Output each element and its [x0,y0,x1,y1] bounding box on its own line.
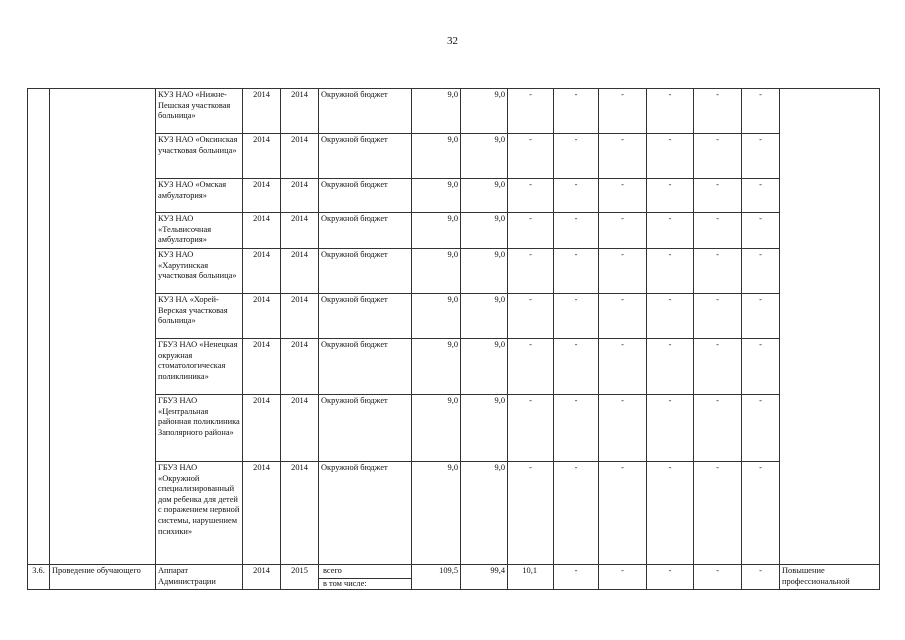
amount-2018-cell: - [647,565,694,590]
total-amount-cell: 9,0 [412,294,461,339]
amount-2018-cell: - [647,339,694,395]
amount-2015-cell: - [508,395,554,462]
amount-2019-cell: - [694,89,742,134]
amount-2016-cell: - [554,213,599,249]
amount-2020-cell: - [742,179,780,213]
amount-2017-cell: - [599,179,647,213]
org-cell: ГБУЗ НАО «Окружной специализированный дом ребенка для детей с поражением нервной системы, нарушением психики» [156,462,243,565]
table-row [28,462,880,565]
start-year-cell: 2014 [243,89,281,134]
program-table [27,88,880,590]
total-amount-cell: 9,0 [412,179,461,213]
result-cell: Повышение профессиональной [780,565,880,590]
amount-2020-cell: - [742,294,780,339]
amount-2016-cell: - [554,249,599,294]
total-amount-cell: 9,0 [412,395,461,462]
table-row [28,565,880,590]
amount-2020-cell: - [742,213,780,249]
org-cell: КУЗ НАО «Нижне-Пешская участковая больница» [156,89,243,134]
funding-source-cell: Окружной бюджет [319,395,412,462]
total-amount-cell: 109,5 [412,565,461,590]
amount-2019-cell: - [694,134,742,179]
funding-source-cell: Окружной бюджет [319,89,412,134]
start-year-cell: 2014 [243,339,281,395]
amount-2016-cell: - [554,395,599,462]
amount-2018-cell: - [647,249,694,294]
amount-2020-cell: - [742,89,780,134]
total-amount-cell: 9,0 [412,339,461,395]
table-row [28,294,880,339]
end-year-cell: 2014 [281,249,319,294]
start-year-cell: 2014 [243,565,281,590]
amount-2015-cell: - [508,134,554,179]
start-year-cell: 2014 [243,395,281,462]
funding-source-cell: Окружной бюджет [319,179,412,213]
amount-2019-cell: - [694,179,742,213]
table-row [28,134,880,179]
end-year-cell: 2014 [281,89,319,134]
org-cell: Аппарат Администрации [156,565,243,590]
org-cell: КУЗ НАО «Тельвисочная амбулатория» [156,213,243,249]
funding-source-cell: Окружной бюджет [319,134,412,179]
amount-2014-cell: 99,4 [461,565,508,590]
amount-2016-cell: - [554,462,599,565]
activity-cell: Проведение обучающего [50,565,156,590]
amount-2019-cell: - [694,294,742,339]
amount-2020-cell: - [742,462,780,565]
amount-2017-cell: - [599,89,647,134]
org-cell: ГБУЗ НАО «Центральная районная поликлиника Заполярного района» [156,395,243,462]
end-year-cell: 2014 [281,213,319,249]
amount-2014-cell: 9,0 [461,179,508,213]
org-cell: КУЗ НА «Хорей-Верская участковая больница» [156,294,243,339]
amount-2015-cell: - [508,249,554,294]
amount-2020-cell: - [742,339,780,395]
amount-2017-cell: - [599,462,647,565]
end-year-cell: 2014 [281,134,319,179]
total-amount-cell: 9,0 [412,89,461,134]
amount-2015-cell: - [508,179,554,213]
amount-2015-cell: 10,1 [508,565,554,590]
amount-2019-cell: - [694,339,742,395]
table-row [28,213,880,249]
amount-2016-cell: - [554,565,599,590]
end-year-cell: 2014 [281,179,319,213]
amount-2017-cell: - [599,213,647,249]
amount-2014-cell: 9,0 [461,89,508,134]
funding-source-cell: Окружной бюджет [319,339,412,395]
item-number-cell: 3.6. [28,565,50,590]
table-row [28,395,880,462]
start-year-cell: 2014 [243,462,281,565]
amount-2016-cell: - [554,179,599,213]
end-year-cell: 2015 [281,565,319,590]
total-amount-cell: 9,0 [412,134,461,179]
amount-2017-cell: - [599,339,647,395]
amount-2014-cell: 9,0 [461,339,508,395]
amount-2014-cell: 9,0 [461,294,508,339]
table-row [28,179,880,213]
amount-2019-cell: - [694,565,742,590]
amount-2015-cell: - [508,213,554,249]
funding-source-cell: Окружной бюджет [319,213,412,249]
amount-2018-cell: - [647,294,694,339]
amount-2016-cell: - [554,89,599,134]
amount-2014-cell: 9,0 [461,134,508,179]
amount-2016-cell: - [554,339,599,395]
org-cell: КУЗ НАО «Оксинская участковая больница» [156,134,243,179]
amount-2020-cell: - [742,249,780,294]
funding-source-cell: Окружной бюджет [319,462,412,565]
amount-2015-cell: - [508,89,554,134]
amount-2018-cell: - [647,213,694,249]
amount-2019-cell: - [694,249,742,294]
table-row [28,339,880,395]
page-number: 32 [447,35,458,47]
amount-2020-cell: - [742,565,780,590]
funding-source-cell: Окружной бюджет [319,294,412,339]
amount-2017-cell: - [599,395,647,462]
funding-source-cell [319,565,412,590]
end-year-cell: 2014 [281,294,319,339]
amount-2019-cell: - [694,395,742,462]
org-cell: ГБУЗ НАО «Ненецкая окружная стоматологическая поликлиника» [156,339,243,395]
end-year-cell: 2014 [281,462,319,565]
amount-2020-cell: - [742,134,780,179]
org-cell: КУЗ НАО «Омская амбулатория» [156,179,243,213]
amount-2017-cell: - [599,565,647,590]
amount-2019-cell: - [694,462,742,565]
amount-2019-cell: - [694,213,742,249]
org-cell: КУЗ НАО «Харутинская участковая больница» [156,249,243,294]
total-amount-cell: 9,0 [412,213,461,249]
amount-2017-cell: - [599,294,647,339]
amount-2017-cell: - [599,249,647,294]
funding-source-cell: Окружной бюджет [319,249,412,294]
funding-total-label: всего [323,566,342,575]
item-number-cell [28,89,50,565]
amount-2018-cell: - [647,395,694,462]
amount-2015-cell: - [508,462,554,565]
result-cell [780,89,880,565]
start-year-cell: 2014 [243,134,281,179]
amount-2018-cell: - [647,462,694,565]
start-year-cell: 2014 [243,294,281,339]
amount-2015-cell: - [508,294,554,339]
amount-2014-cell: 9,0 [461,462,508,565]
end-year-cell: 2014 [281,339,319,395]
table-body [28,89,880,590]
start-year-cell: 2014 [243,213,281,249]
amount-2017-cell: - [599,134,647,179]
amount-2020-cell: - [742,395,780,462]
amount-2014-cell: 9,0 [461,395,508,462]
activity-cell [50,89,156,565]
amount-2016-cell: - [554,134,599,179]
amount-2015-cell: - [508,339,554,395]
amount-2016-cell: - [554,294,599,339]
amount-2018-cell: - [647,134,694,179]
start-year-cell: 2014 [243,249,281,294]
total-amount-cell: 9,0 [412,462,461,565]
end-year-cell: 2014 [281,395,319,462]
start-year-cell: 2014 [243,179,281,213]
table-row [28,89,880,134]
funding-sub-label: в том числе: [319,578,411,590]
amount-2018-cell: - [647,179,694,213]
amount-2014-cell: 9,0 [461,213,508,249]
amount-2014-cell: 9,0 [461,249,508,294]
table-row [28,249,880,294]
amount-2018-cell: - [647,89,694,134]
total-amount-cell: 9,0 [412,249,461,294]
